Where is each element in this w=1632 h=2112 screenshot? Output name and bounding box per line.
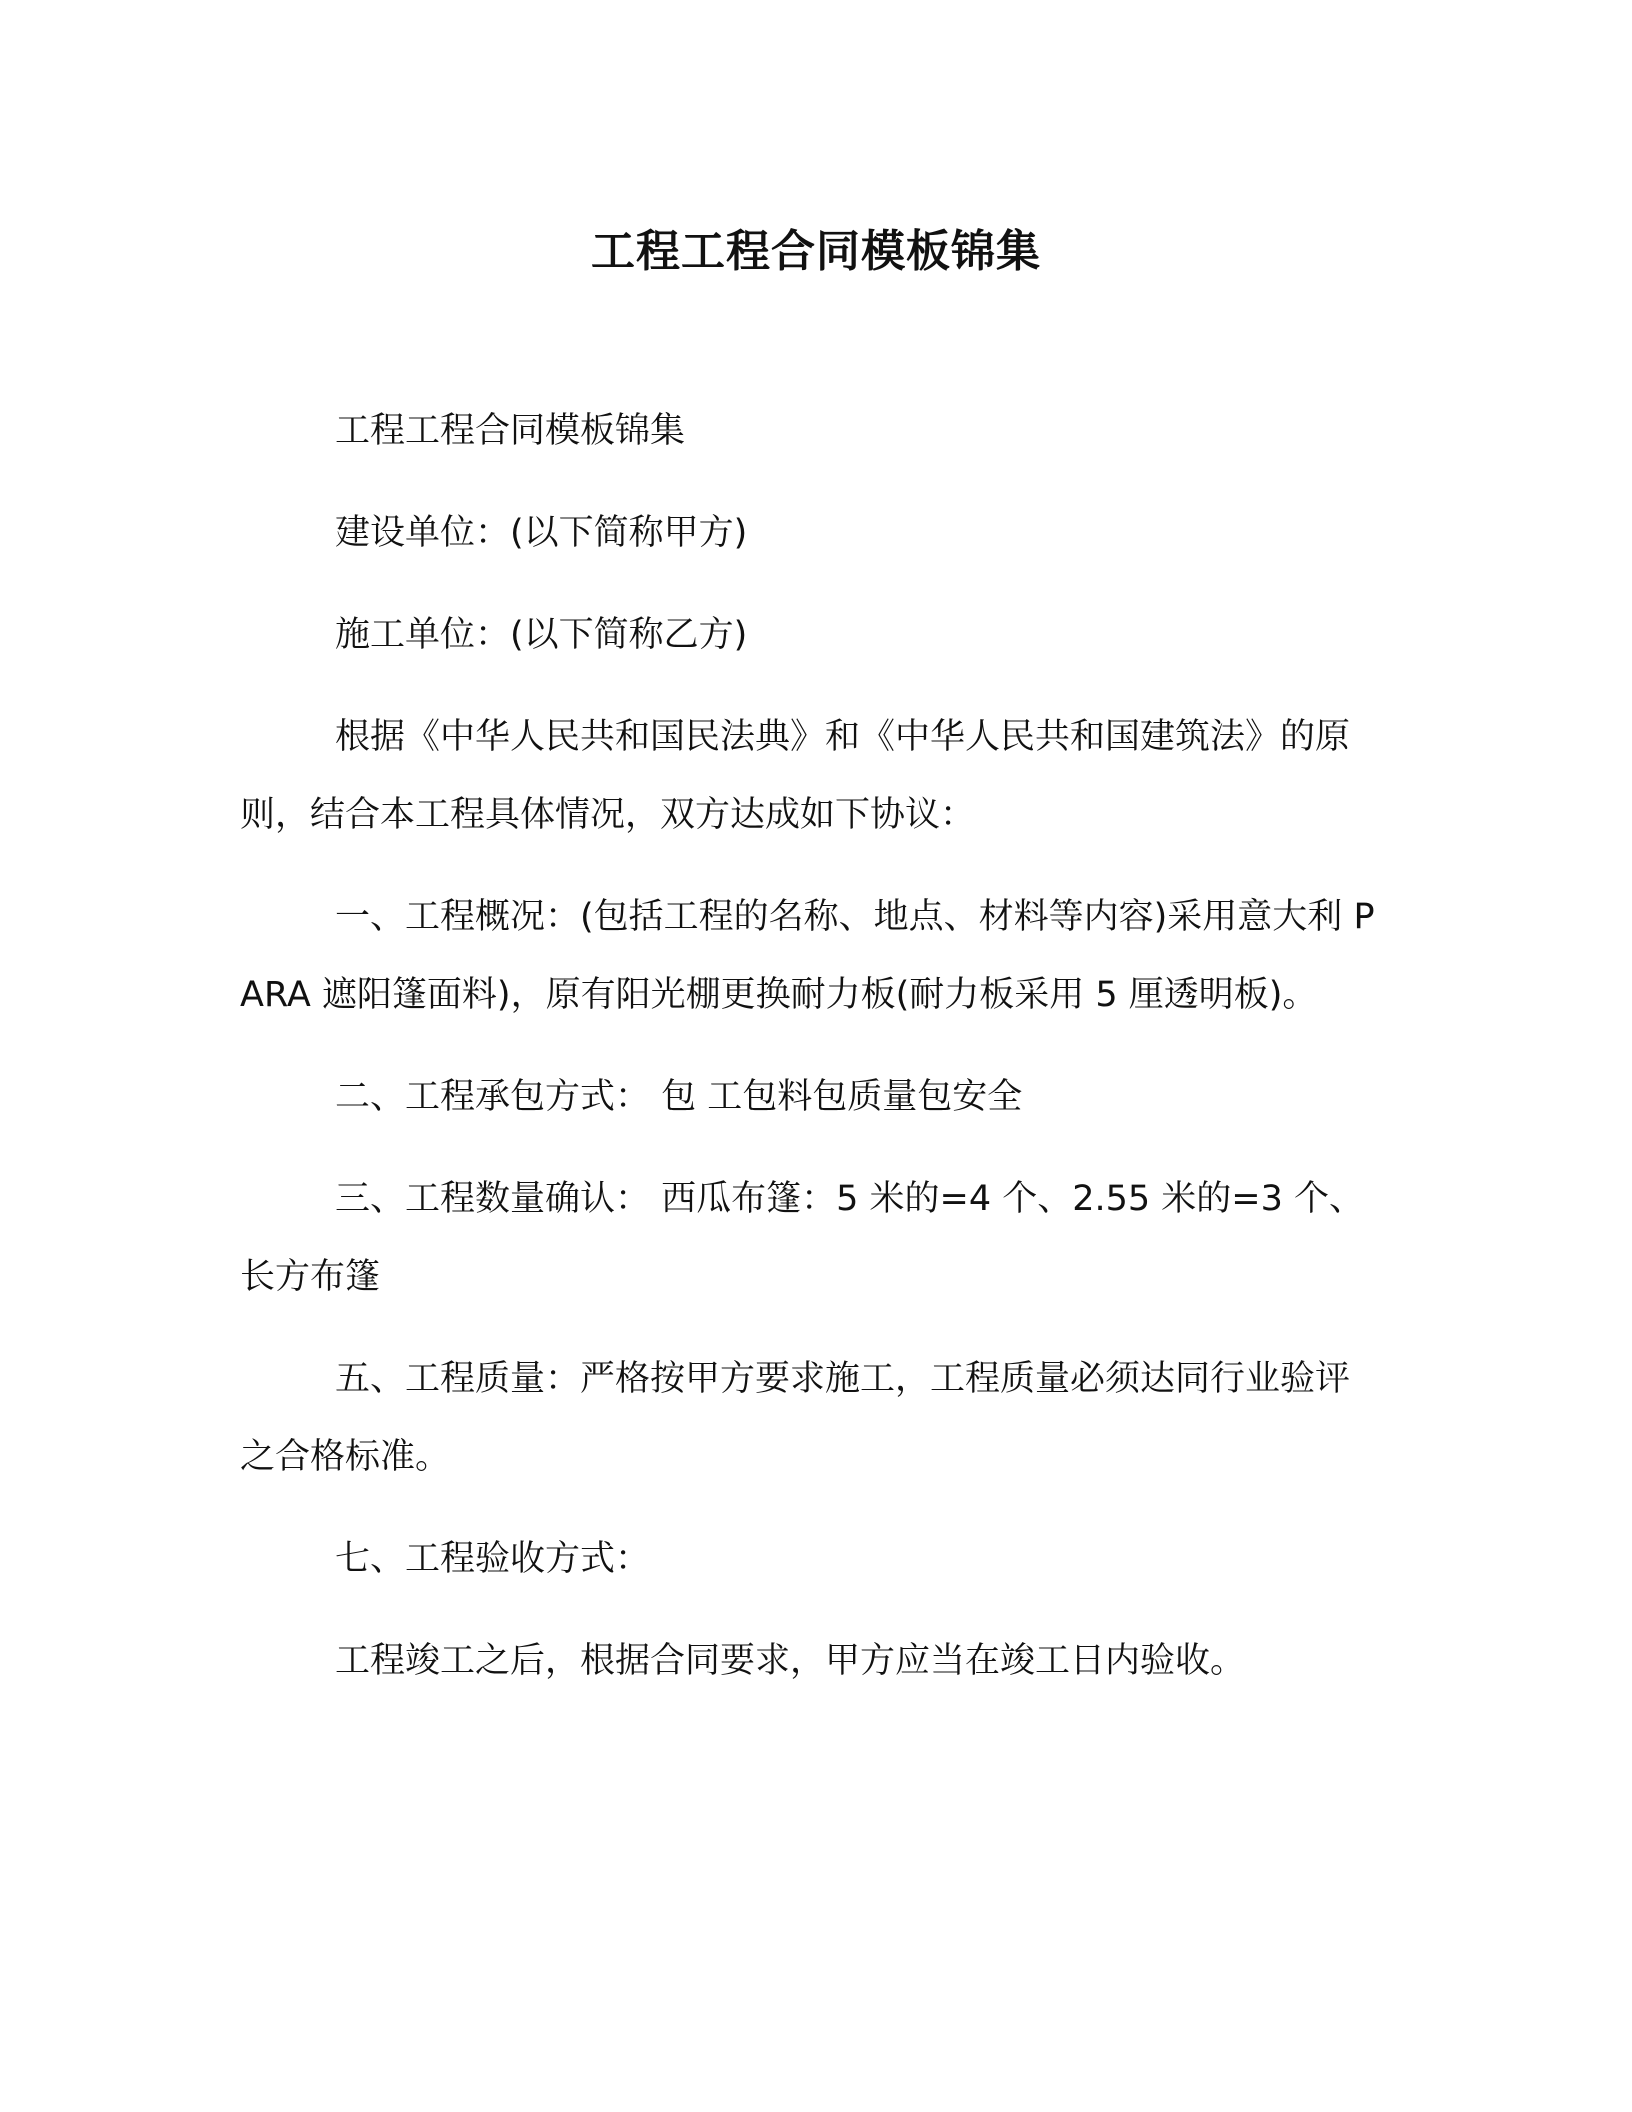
paragraph-acceptance-method: 七、工程验收方式： — [335, 1539, 651, 1579]
paragraph-project-overview: 一、工程概况：(包括工程的名称、地点、材料等内容)采用意大利 PARA 遮阳篷面料)，原有阳光棚更换耐力板(耐力板采用 5 厘透明板)。 — [240, 897, 1375, 1015]
document-title: 工程工程合同模板锦集 — [591, 226, 1041, 277]
paragraph-quality: 五、工程质量：严格按甲方要求施工，工程质量必须达同行业验评之合格标准。 — [240, 1359, 1351, 1477]
document-body — [240, 392, 1380, 1724]
paragraph-basis: 根据《中华人民共和国民法典》和《中华人民共和国建筑法》的原则，结合本工程具体情况，双方达成如下协议： — [240, 717, 1351, 835]
paragraph-party-a: 建设单位：(以下简称甲方) — [335, 513, 748, 553]
paragraph-quantity: 三、工程数量确认： 西瓜布篷：5 米的=4 个、2.55 米的=3 个、长方布篷 — [240, 1179, 1365, 1297]
paragraph-acceptance-detail: 工程竣工之后，根据合同要求，甲方应当在竣工日内验收。 — [335, 1641, 1246, 1681]
paragraph-contract-method: 二、工程承包方式： 包 工包料包质量包安全 — [335, 1077, 1023, 1117]
paragraph-party-b: 施工单位：(以下简称乙方) — [335, 615, 748, 655]
paragraph-heading: 工程工程合同模板锦集 — [335, 411, 686, 451]
